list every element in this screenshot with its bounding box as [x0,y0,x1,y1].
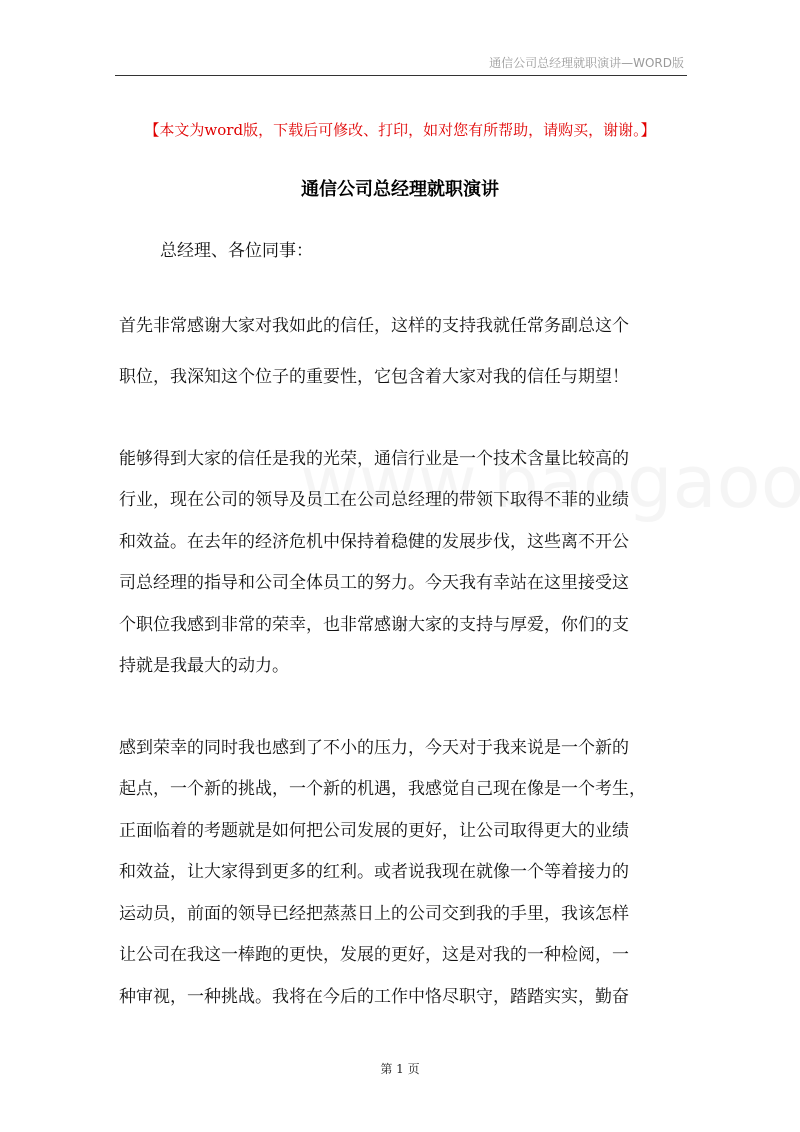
paragraph-3-line-6: 让公司在我这一棒跑的更快，发展的更好，这是对我的一种检阅，一 [119,945,629,965]
paragraph-3-line-5: 运动员，前面的领导已经把蒸蒸日上的公司交到我的手里，我该怎样 [119,904,629,924]
paragraph-1-line-2: 职位，我深知这个位子的重要性，它包含着大家对我的信任与期望！ [119,367,629,387]
document-title: 通信公司总经理就职演讲 [301,179,499,200]
paragraph-2-line-3: 和效益。在去年的经济危机中保持着稳健的发展步伐，这些离不开公 [119,532,629,552]
paragraph-2-line-5: 个职位我感到非常的荣幸，也非常感谢大家的支持与厚爱，你们的支 [119,615,629,635]
header-divider [115,75,687,76]
paragraph-3-line-1: 感到荣幸的同时我也感到了不小的压力，今天对于我来说是一个新的 [119,738,629,758]
purchase-notice: 【本文为word版，下载后可修改、打印，如对您有所帮助，请购买，谢谢。】 [144,121,656,139]
paragraph-3-line-7: 种审视，一种挑战。我将在今后的工作中恪尽职守，踏踏实实，勤奋 [119,987,629,1007]
running-header: 通信公司总经理就职演讲—WORD版 [489,56,684,70]
greeting: 总经理、各位同事： [160,241,313,261]
paragraph-2-line-6: 持就是我最大的动力。 [119,656,289,676]
paragraph-1-line-1: 首先非常感谢大家对我如此的信任，这样的支持我就任常务副总这个 [119,316,629,336]
paragraph-3-line-2: 起点，一个新的挑战，一个新的机遇，我感觉自己现在像是一个考生， [119,779,646,799]
paragraph-3-line-3: 正面临着的考题就是如何把公司发展的更好，让公司取得更大的业绩 [119,821,629,841]
paragraph-2-line-1: 能够得到大家的信任是我的光荣，通信行业是一个技术含量比较高的 [119,449,629,469]
paragraph-2-line-2: 行业，现在公司的领导及员工在公司总经理的带领下取得不菲的业绩 [119,490,629,510]
paragraph-2-line-4: 司总经理的指导和公司全体员工的努力。今天我有幸站在这里接受这 [119,573,629,593]
paragraph-3-line-4: 和效益，让大家得到更多的红利。或者说我现在就像一个等着接力的 [119,862,629,882]
page-number: 第 1 页 [380,1062,420,1076]
